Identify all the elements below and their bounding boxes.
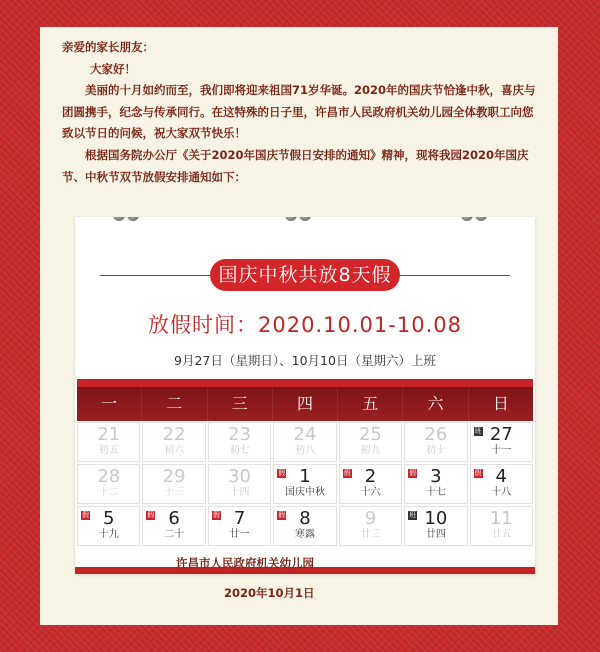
- calendar-day: [404, 422, 467, 462]
- lunar-date: 寒露: [294, 529, 315, 540]
- holiday-tag-icon: 假: [278, 469, 286, 477]
- lunar-date: 廿一: [229, 529, 250, 540]
- lunar-date: 国庆中秋: [284, 487, 325, 498]
- calendar-day: [404, 506, 467, 546]
- day-number: 25: [358, 424, 382, 445]
- day-number: 23: [228, 424, 252, 445]
- day-number: 7: [233, 508, 246, 529]
- paragraph-arrangement: 根据国务院办公厅《关于2020年国庆节假日安排的通知》精神，现将我园2020年国庆节、中秋节双节放假安排通知如下：: [62, 147, 529, 184]
- day-number: 8: [299, 508, 311, 529]
- calendar-day: [470, 464, 533, 504]
- day-number: 1: [299, 466, 311, 487]
- calendar-day: [208, 464, 271, 504]
- holiday-tag-icon: 假: [82, 511, 89, 519]
- weekday-label: 四: [272, 387, 337, 421]
- day-number: 21: [97, 424, 121, 445]
- lunar-date: 廿四: [425, 529, 446, 540]
- holiday-tag-icon: 假: [343, 469, 351, 477]
- lunar-date: 二十: [164, 529, 185, 540]
- calendar-day: [77, 422, 140, 462]
- day-number: 22: [162, 424, 186, 445]
- day-number: 9: [364, 508, 377, 529]
- calendar-day: [142, 422, 205, 462]
- lunar-date: 十三: [164, 487, 185, 498]
- day-number: 30: [228, 466, 252, 487]
- lunar-date: 初九: [360, 445, 381, 456]
- day-number: 5: [102, 508, 115, 529]
- lunar-date: 初六: [164, 445, 185, 456]
- weekday-label: 日: [468, 387, 533, 421]
- day-number: 27: [489, 424, 513, 445]
- greeting: 大家好！: [90, 61, 136, 76]
- day-number: 6: [168, 508, 180, 529]
- calendar-day: [273, 464, 336, 504]
- letter-body: [62, 37, 540, 188]
- day-number: 29: [162, 466, 186, 487]
- day-number: 4: [495, 466, 507, 487]
- day-number: 26: [424, 424, 448, 445]
- binder-ring-icon: [285, 217, 297, 221]
- workday-tag-icon: 班: [409, 511, 417, 519]
- day-number: 11: [489, 508, 513, 529]
- calendar-day: [142, 506, 205, 546]
- notice-paper: [40, 27, 558, 625]
- lunar-date: 初五: [98, 445, 119, 456]
- day-number: 10: [424, 508, 448, 529]
- calendar-day: [470, 506, 533, 546]
- binder-ring-icon: [475, 217, 487, 221]
- paragraph-intro: 美丽的十月如约而至，我们即将迎来祖国71岁华诞。2020年的国庆节恰逢中秋，喜庆与团圆携手，纪念与传承同行。在这特殊的日子里，许昌市人民政府机关幼儿园全体教职工向您致以节日的问候，祝大家双节快乐！: [62, 83, 536, 141]
- day-number: 24: [293, 424, 317, 445]
- calendar-day: [77, 464, 140, 504]
- calendar-day: [142, 464, 205, 504]
- calendar-grid: [77, 422, 533, 546]
- weekday-label: 二: [141, 387, 206, 421]
- lunar-date: 十四: [229, 487, 250, 498]
- calendar-day: [470, 422, 533, 462]
- calendar-day: [339, 422, 402, 462]
- binder-ring-icon: [461, 217, 473, 221]
- holiday-tag-icon: 假: [474, 469, 482, 477]
- holiday-banner: 国庆中秋共放8天假: [210, 259, 400, 291]
- lunar-date: 廿五: [491, 529, 512, 540]
- holiday-tag-icon: 假: [278, 511, 286, 519]
- day-number: 2: [364, 466, 377, 487]
- binder-ring-icon: [113, 217, 125, 221]
- calendar: [77, 379, 533, 546]
- binder-ring-icon: [299, 217, 311, 221]
- lunar-date: 十一: [491, 445, 512, 456]
- salutation: 亲爱的家长朋友：: [62, 40, 154, 54]
- calendar-day: [339, 464, 402, 504]
- workday-tag-icon: 班: [474, 427, 482, 435]
- weekday-label: 一: [101, 394, 118, 413]
- calendar-day: [404, 464, 467, 504]
- holiday-period: 放假时间：2020.10.01-10.08: [148, 313, 462, 337]
- calendar-top-strip: [77, 379, 533, 387]
- calendar-day: [208, 422, 271, 462]
- calendar-day: [339, 506, 402, 546]
- lunar-date: 廿三: [360, 529, 381, 540]
- lunar-date: 初七: [229, 445, 250, 456]
- lunar-date: 十二: [98, 487, 119, 498]
- calendar-day: [208, 506, 271, 546]
- binder-ring-icon: [127, 217, 139, 221]
- lunar-date: 十七: [425, 487, 446, 498]
- calendar-day: [273, 506, 336, 546]
- holiday-tag-icon: 假: [409, 469, 417, 477]
- makeup-workdays: 9月27日（星期日）、10月10日（星期六）上班: [174, 353, 436, 368]
- weekday-label: 三: [207, 387, 272, 421]
- weekday-label: 六: [402, 387, 467, 421]
- calendar-day: [273, 422, 336, 462]
- lunar-date: 十八: [491, 487, 512, 498]
- holiday-tag-icon: 假: [212, 511, 220, 519]
- day-number: 28: [97, 466, 121, 487]
- holiday-tag-icon: 假: [147, 511, 155, 519]
- weekday-header: [77, 387, 533, 421]
- signature-org: 许昌市人民政府机关幼儿园: [176, 556, 314, 570]
- day-number: 3: [430, 466, 442, 487]
- lunar-date: 十六: [360, 487, 381, 498]
- lunar-date: 初八: [294, 445, 315, 456]
- lunar-date: 十九: [98, 529, 119, 540]
- holiday-calendar-card: [75, 217, 535, 574]
- lunar-date: 初十: [425, 445, 446, 456]
- weekday-label: 五: [337, 387, 402, 421]
- signature-date: 2020年10月1日: [224, 586, 315, 600]
- calendar-day: [77, 506, 140, 546]
